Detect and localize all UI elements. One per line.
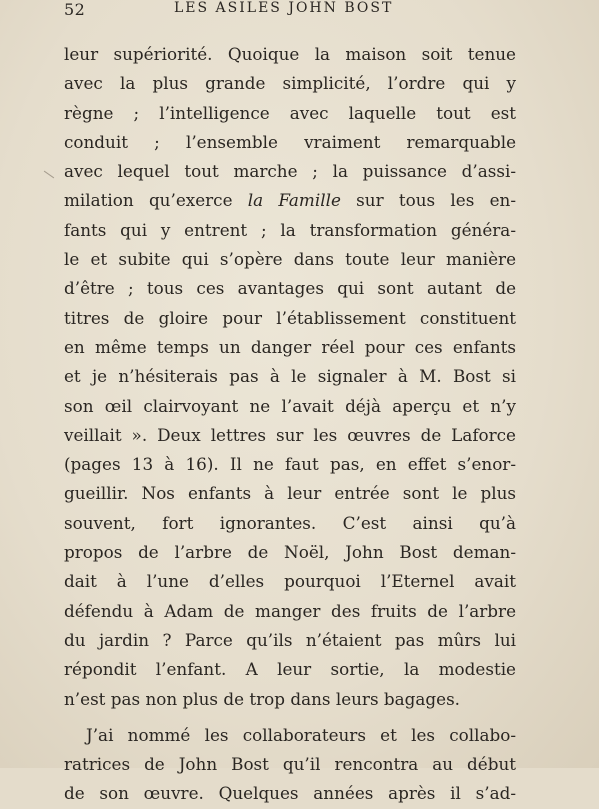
text-line-26: de son œuvre. Quelques années après il s’ad-	[64, 783, 516, 804]
text-line-15: (pages 13 à 16). Il ne faut pas, en effet s’enor-	[64, 454, 516, 475]
text-line-3: règne ; l’intelligence avec laquelle tout est	[64, 102, 516, 123]
text-line-17: souvent, fort ignorantes. C’est ainsi qu’à	[64, 512, 516, 533]
text-line-6	[64, 186, 516, 215]
running-title: LES ASILES JOHN BOST	[174, 0, 394, 16]
text-line-6-tail: sur tous les en-	[340, 190, 516, 211]
text-line-12: et je n’hésiterais pas à le signaler à M. Bost si	[64, 366, 516, 387]
stray-ink-mark	[44, 171, 54, 179]
text-line-23: n’est pas non plus de trop dans leurs bagages.	[64, 688, 461, 709]
text-line-20: défendu à Adam de manger des fruits de l’arbre	[64, 600, 516, 621]
text-line-16: gueillir. Nos enfants à leur entrée sont le plus	[64, 483, 516, 504]
text-line-13: son œil clairvoyant ne l’avait déjà aperçu et n’y	[64, 395, 516, 416]
text-line-11: en même temps un danger réel pour ces enfants	[64, 336, 516, 357]
text-line-21: du jardin ? Parce qu’ils n’étaient pas mûrs lui	[64, 629, 516, 650]
page-number: 52	[64, 0, 86, 19]
body-text	[64, 40, 516, 809]
text-line-6-head: milation qu’exerce	[64, 190, 248, 211]
running-head	[64, 0, 534, 22]
text-line-19: dait à l’une d’elles pourquoi l’Eternel avait	[64, 571, 516, 592]
text-line-18: propos de l’arbre de Noël, John Bost deman-	[64, 542, 516, 563]
text-line-2: avec la plus grande simplicité, l’ordre qui y	[64, 73, 516, 94]
text-line-5: avec lequel tout marche ; la puissance d’assi-	[64, 161, 516, 182]
text-line-1: leur supériorité. Quoique la maison soit tenue	[64, 44, 516, 64]
text-line-22: répondit l’enfant. A leur sortie, la modestie	[64, 659, 516, 680]
text-line-9: d’être ; tous ces avantages qui sont autant de	[64, 278, 516, 299]
text-line-25: ratrices de John Bost qu’il rencontra au début	[64, 754, 516, 775]
text-line-7: fants qui y entrent ; la transformation généra-	[64, 219, 516, 240]
text-line-10: titres de gloire pour l’établissement constituent	[64, 307, 516, 328]
italic-la-famille: la Famille	[247, 190, 341, 211]
text-line-14: veillait ». Deux lettres sur les œuvres de Laforce	[64, 424, 516, 445]
text-line-8: le et subite qui s’opère dans toute leur manière	[64, 249, 516, 270]
text-line-4: conduit ; l’ensemble vraiment remarquable	[64, 131, 516, 152]
text-line-24: J’ai nommé les collaborateurs et les collabo-	[86, 724, 516, 745]
